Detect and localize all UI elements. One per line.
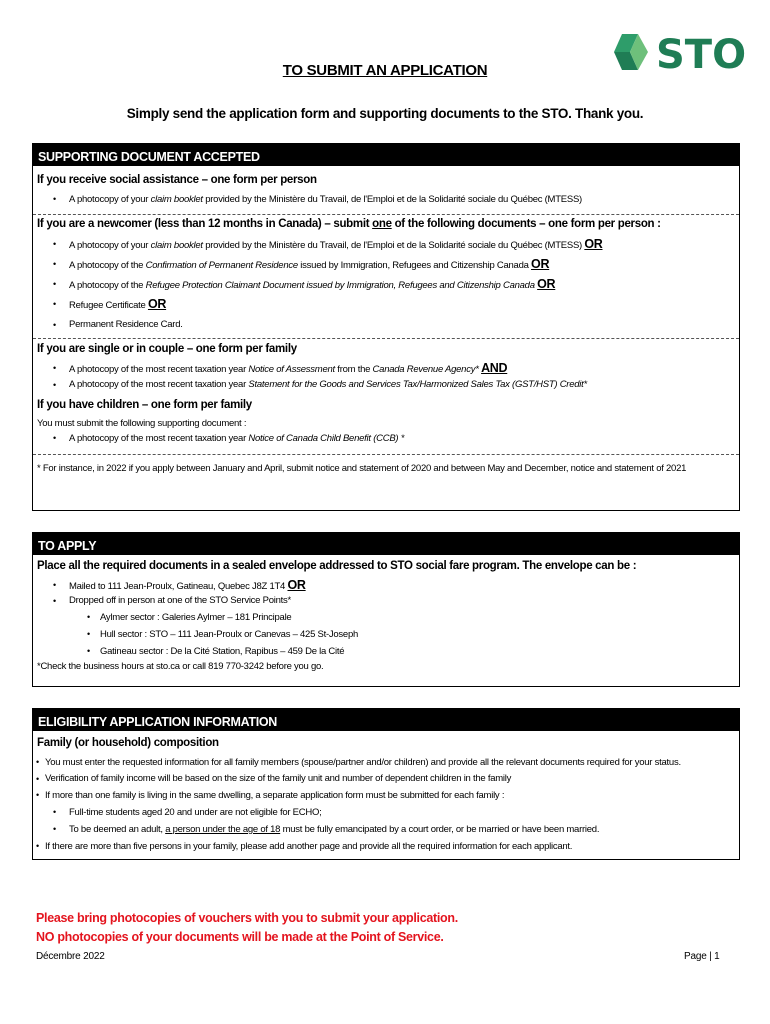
children-heading: If you have children – one form per family [37,399,252,411]
page-number: Page | 1 [684,951,720,962]
footnote: * For instance, in 2022 if you apply between January and April, submit notice and statement of 2020 and between May and December, notice and statement of 2021 [37,463,687,474]
business-hours-note: *Check the business hours at sto.ca or call 819 770-3242 before you go. [37,661,324,672]
single-couple-heading: If you are single or in couple – one form per family [37,343,297,355]
page-subtitle: Simply send the application form and supporting documents to the STO. Thank you. [126,106,644,121]
list-item: • Dropped off in person at one of the STO Service Points* [33,593,739,609]
family-composition-heading: Family (or household) composition [37,737,219,749]
list-item: • A photocopy of the most recent taxation year Statement for the Goods and Services Tax/Harmonized Sales Tax (GST/HST) Credit* [33,377,739,393]
divider [33,454,739,455]
list-item: • Mailed to 111 Jean-Proulx, Gatineau, Quebec J8Z 1T4 OR [33,577,739,593]
service-point-item: • Hull sector : STO – 111 Jean-Proulx or Canevas – 425 St-Joseph [33,626,739,643]
eligibility-section [32,708,740,860]
apply-heading: Place all the required documents in a sealed envelope addressed to STO social fare program. The envelope can be : [37,560,637,572]
section-header: SUPPORTING DOCUMENT ACCEPTED [33,144,739,166]
page-title: TO SUBMIT AN APPLICATION [282,62,488,79]
list-item: • A photocopy of the Confirmation of Permanent Residence issued by Immigration, Refugees and Citizenship Canada OR [33,254,739,274]
divider [33,214,739,215]
list-item: • You must enter the requested information for all family members (spouse/partner and/or children) and provide all the relevant documents required for your status. [33,754,739,771]
no-photocopy-notice: NO photocopies of your documents will be made at the Point of Service. [36,930,444,944]
social-assistance-heading: If you receive social assistance – one form per person [37,174,317,186]
to-apply-section [32,532,740,687]
list-item: • A photocopy of the most recent taxation year Notice of Assessment from the Canada Revenue Agency* AND [33,359,739,377]
footer-date: Décembre 2022 [36,951,105,962]
photocopy-notice: Please bring photocopies of vouchers with you to submit your application. [36,911,458,925]
list-item: • Verification of family income will be based on the size of the family unit and number of dependent children in the family [33,771,739,787]
list-item: • To be deemed an adult, a person under the age of 18 must be fully emancipated by a court order, or be married or have been married. [33,821,739,838]
list-item: • If there are more than five persons in your family, please add another page and provide all the required information for each applicant. [33,838,739,855]
list-item: • A photocopy of your claim booklet provided by the Ministère du Travail, de l'Emploi et de la Solidarité sociale du Québec (MTESS) OR [33,234,739,254]
list-item: • Refugee Certificate OR [33,294,739,314]
list-item: • Full-time students aged 20 and under are not eligible for ECHO; [33,804,739,821]
service-point-item: • Gatineau sector : De la Cité Station, Rapibus – 459 De la Cité [33,643,739,660]
sto-logo-text: STO [656,32,747,74]
list-item: • Permanent Residence Card. [33,314,739,334]
children-intro: You must submit the following supporting document : [37,418,247,429]
service-point-item: • Aylmer sector : Galeries Aylmer – 181 Principale [33,609,739,626]
list-item: • A photocopy of the most recent taxation year Notice of Canada Child Benefit (CCB) * [33,433,739,447]
supporting-documents-section [32,143,740,511]
list-item: • If more than one family is living in the same dwelling, a separate application form must be submitted for each family : [33,787,739,804]
list-item: • A photocopy of your claim booklet provided by the Ministère du Travail, de l'Emploi et de la Solidarité sociale du Québec (MTESS) [33,194,739,208]
divider [33,338,739,339]
section-header: TO APPLY [33,533,739,555]
section-header: ELIGIBILITY APPLICATION INFORMATION [33,709,739,731]
list-item: • A photocopy of the Refugee Protection Claimant Document issued by Immigration, Refugees and Citizenship Canada OR [33,274,739,294]
newcomer-heading: If you are a newcomer (less than 12 months in Canada) – submit one of the following documents – one form per person : [37,218,661,230]
